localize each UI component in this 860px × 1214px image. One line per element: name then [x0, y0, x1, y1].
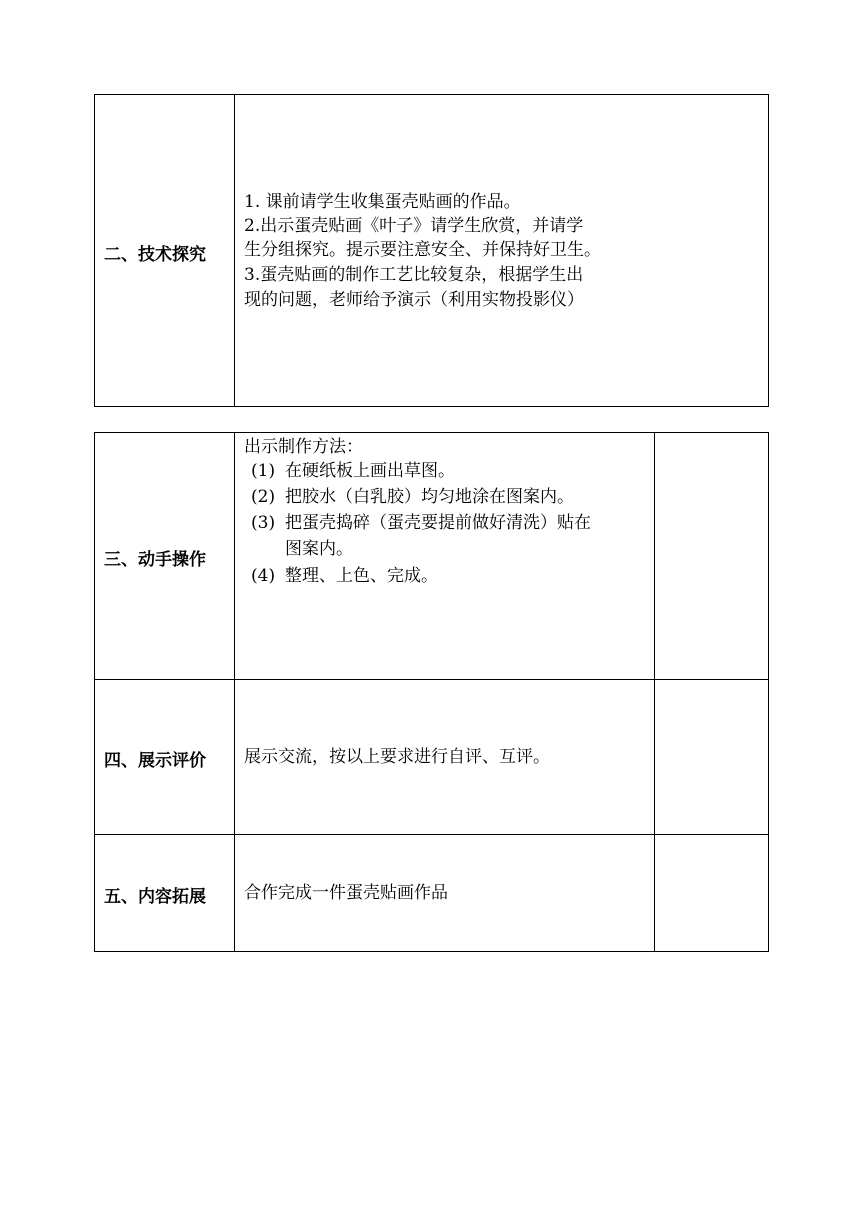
step-text: 把胶水（白乳胶）均匀地涂在图案内。 [285, 487, 574, 507]
content-line: 2.出示蛋壳贴画《叶子》请学生欣赏，并请学 [244, 216, 584, 236]
content-line: 1. 课前请学生收集蛋壳贴画的作品。 [244, 192, 521, 212]
evaluation-text: 展示交流，按以上要求进行自评、互评。 [244, 747, 550, 767]
method-step [251, 458, 455, 484]
method-step-continuation [251, 536, 353, 562]
section-label: 五、内容拓展 [104, 887, 206, 907]
table2-column-divider-2 [654, 432, 655, 952]
step-number: (3) [251, 513, 276, 533]
content-line: 现的问题，老师给予演示（利用实物投影仪） [244, 290, 584, 310]
content-line: 生分组探究。提示要注意安全、并保持好卫生。 [244, 240, 601, 260]
row-divider [94, 679, 769, 680]
section-label: 三、动手操作 [104, 550, 206, 570]
extension-text: 合作完成一件蛋壳贴画作品 [244, 883, 448, 903]
method-intro: 出示制作方法： [244, 437, 363, 457]
table1-column-divider [234, 94, 235, 407]
step-text: 把蛋壳捣碎（蛋壳要提前做好清洗）贴在 [285, 513, 591, 533]
step-number: (4) [251, 566, 276, 586]
method-step [251, 510, 591, 536]
section-label: 四、展示评价 [104, 751, 206, 771]
step-number: (2) [251, 487, 276, 507]
method-step [251, 484, 574, 510]
table2-column-divider-1 [234, 432, 235, 952]
method-step [251, 563, 438, 589]
step-text: 整理、上色、完成。 [285, 566, 438, 586]
section-label: 二、技术探究 [104, 245, 206, 265]
step-number: (1) [251, 461, 276, 481]
row-divider [94, 834, 769, 835]
step-text: 在硬纸板上画出草图。 [285, 461, 455, 481]
content-line: 3.蛋壳贴画的制作工艺比较复杂，根据学生出 [244, 265, 584, 285]
step-text: 图案内。 [285, 539, 353, 559]
